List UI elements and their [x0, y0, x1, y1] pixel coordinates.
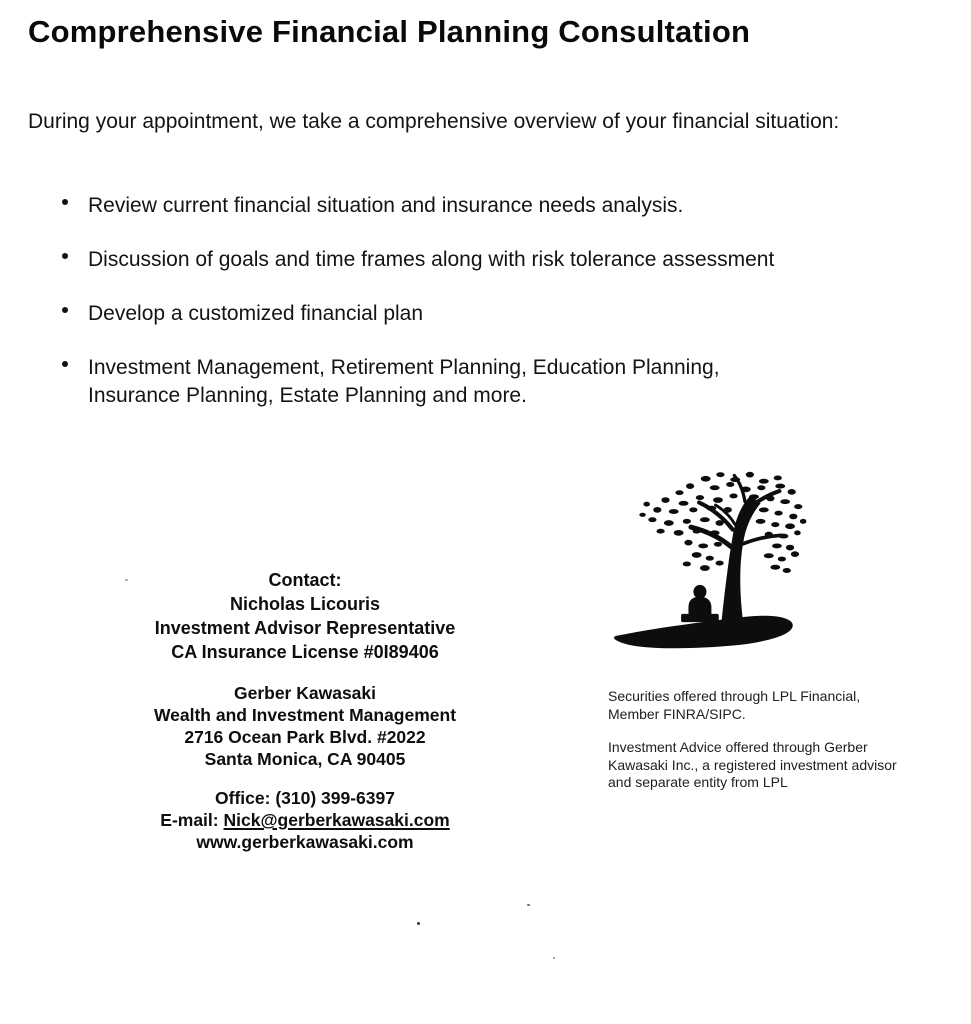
bullet-item: [62, 354, 777, 410]
tree-foliage: [639, 472, 806, 573]
company-name: Gerber Kawasaki: [233, 683, 377, 703]
company-subtitle: Wealth and Investment Management: [153, 705, 457, 725]
email-link[interactable]: Nick@gerberkawasaki.com: [223, 810, 450, 830]
sitting-person-silhouette: [681, 585, 719, 622]
scan-speck: [527, 904, 530, 906]
office-phone: (310) 399-6397: [275, 788, 395, 808]
bullet-icon: [62, 361, 68, 367]
intro-paragraph: During your appointment, we take a comprehensive overview of your financial situation:: [28, 110, 840, 133]
bullet-item: [62, 192, 777, 220]
bullet-icon: [62, 307, 68, 313]
advisor-name: Nicholas Licouris: [229, 594, 381, 614]
contact-methods: [85, 787, 525, 853]
disclosure-text-block: [608, 688, 904, 792]
bullet-item: [62, 300, 777, 328]
bullet-text: Develop a customized financial plan: [88, 302, 424, 325]
bullet-text: Discussion of goals and time frames along with risk tolerance assessment: [88, 248, 775, 271]
page-title: Comprehensive Financial Planning Consultation: [28, 14, 751, 49]
advice-disclosure: Investment Advice offered through Gerber Kawasaki Inc., a registered investment advisor and separate entity from LPL: [608, 739, 897, 790]
securities-disclosure: Securities offered through LPL Financial, Member FINRA/SIPC.: [608, 688, 861, 722]
advisor-role: Investment Advisor Representative: [154, 618, 456, 638]
contact-heading: Contact:: [268, 570, 342, 590]
contact-identity: [85, 568, 525, 664]
address-street: 2716 Ocean Park Blvd. #2022: [184, 727, 426, 747]
bullet-text: Review current financial situation and insurance needs analysis.: [88, 194, 684, 217]
contact-block: [85, 568, 525, 853]
bullet-text: Investment Management, Retirement Planning, Education Planning, Insurance Planning, Estate Planning and more.: [88, 356, 720, 407]
office-phone-line: [85, 787, 525, 809]
office-label: Office:: [215, 788, 271, 808]
company-address: [85, 682, 525, 770]
insurance-license: CA Insurance License #0I89406: [171, 642, 439, 662]
bullet-icon: [62, 199, 68, 205]
scan-speck: [553, 957, 555, 959]
bullet-icon: [62, 253, 68, 259]
email-line: [85, 809, 525, 831]
scan-speck: [125, 579, 128, 581]
website-line: www.gerberkawasaki.com: [196, 832, 414, 852]
consultation-bullet-list: [62, 192, 842, 436]
address-city: Santa Monica, CA 90405: [204, 749, 406, 769]
email-label: E-mail:: [160, 810, 219, 830]
scan-speck: [417, 922, 420, 925]
bullet-item: [62, 246, 777, 274]
person-under-tree-illustration: [609, 449, 822, 674]
